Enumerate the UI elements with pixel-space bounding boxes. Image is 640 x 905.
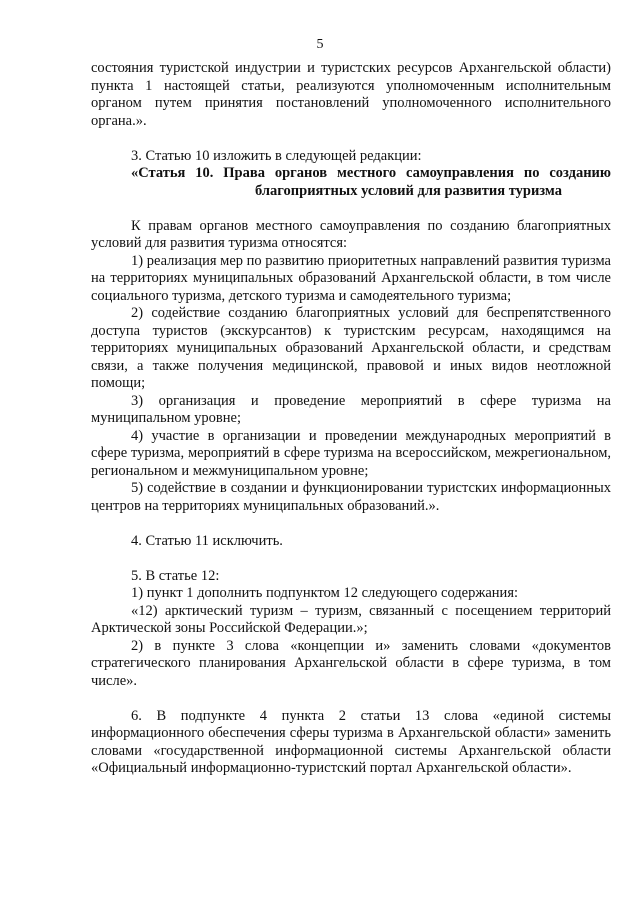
article-10-item-4: 4) участие в организации и проведении международных мероприятий в сфере туризма, мероприятий в сфере туризма на всероссийском, межрегиональном, региональном и межмуниципальном уровне;: [91, 427, 611, 479]
article-10-heading: [91, 165, 611, 200]
paragraph-amendment-5-sub-1-quote: «12) арктический туризм – туризм, связанный с посещением территорий Арктической зоны Российской Федерации.»;: [91, 602, 611, 636]
document-body: [91, 60, 611, 778]
paragraph-amendment-5-sub-2: 2) в пункте 3 слова «концепции и» заменить словами «документов стратегического планирования Архангельской области в сфере туризма, в том числе».: [91, 637, 611, 689]
paragraph-continuation: состояния туристской индустрии и туристских ресурсов Архангельской области) пункта 1 настоящей статьи, реализуются уполномоченным исполнительным органом путем принятия постановлений уполномоченного исполнительного органа.».: [91, 60, 611, 129]
article-10-heading-line2: благоприятных условий для развития туризма: [255, 182, 562, 199]
article-10-heading-line1: «Статья 10. Права органов местного самоуправления по созданию: [131, 165, 611, 181]
page-number: 5: [316, 37, 324, 52]
paragraph-amendment-5-title: 5. В статье 12:: [131, 567, 220, 584]
paragraph-amendment-6: 6. В подпункте 4 пункта 2 статьи 13 слова «единой системы информационного обеспечения сферы туризма в Архангельской области» заменить словами «государственной информационной системы Архангельской области «Официальный информационно-туристский портал Архангельской области».: [91, 707, 611, 776]
paragraph-amendment-3: 3. Статью 10 изложить в следующей редакции:: [131, 147, 422, 164]
paragraph-amendment-4: 4. Статью 11 исключить.: [131, 532, 283, 549]
article-10-item-2: 2) содействие созданию благоприятных условий для беспрепятственного доступа туристов (экскурсантов) к туристским ресурсам, находящимся на территориях муниципальных образований Архангельской области, и средствам связи, а также получения медицинской, правовой и иных видов неотложной помощи;: [91, 305, 611, 391]
article-10-item-3: 3) организация и проведение мероприятий в сфере туризма на муниципальном уровне;: [91, 392, 611, 426]
article-10-intro: К правам органов местного самоуправления по созданию благоприятных условий для развития туризма относятся:: [91, 217, 611, 251]
article-10-item-1: 1) реализация мер по развитию приоритетных направлений развития туризма на территориях муниципальных образований Архангельской области, в том числе социального туризма, детского туризма и самодеятельного туризма;: [91, 252, 611, 304]
paragraph-amendment-5-sub-1: 1) пункт 1 дополнить подпунктом 12 следующего содержания:: [131, 585, 519, 601]
article-10-item-5: 5) содействие в создании и функционировании туристских информационных центров на территориях муниципальных образований.».: [91, 480, 611, 514]
